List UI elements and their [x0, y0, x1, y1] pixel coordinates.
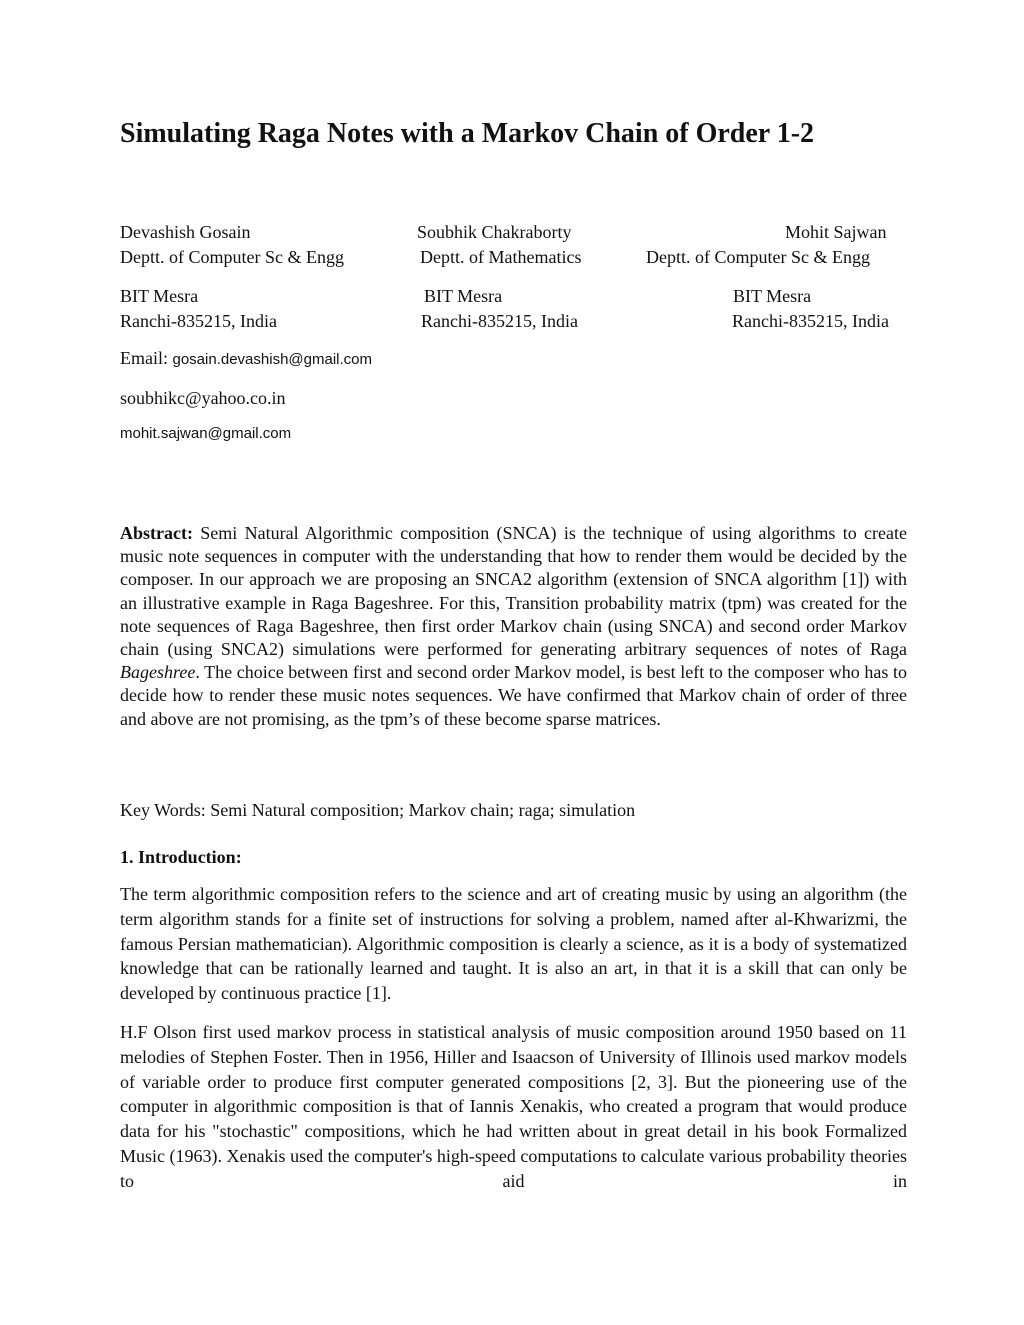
author-dept-2: Deptt. of Mathematics [420, 247, 582, 267]
author-name-2: Soubhik Chakraborty [417, 222, 572, 242]
author-dept-1: Deptt. of Computer Sc & Engg [120, 247, 344, 267]
author-inst-3: BIT Mesra [733, 286, 812, 306]
abstract-text-1: Semi Natural Algorithmic composition (SNCA) is the technique of using algorithms to create music note sequences in computer with the understanding that how to render them would be decided by the composer. In our approach we are proposing an SNCA2 algorithm (extension of SNCA algorithm [1]) with an illustrative example in Raga Bageshree. For this, Transition probability matrix (tpm) was created for the note sequences of Raga Bageshree, then first order Markov chain (using SNCA) and second order Markov chain (using SNCA2) simulations were performed for generating arbitrary sequences of notes of Raga [120, 523, 907, 660]
intro-paragraph-2-text: H.F Olson first used markov process in statistical analysis of music composition around 1950 based on 11 melodies of Stephen Foster. Then in 1956, Hiller and Isaacson of University of Illinois used markov models of variable order to produce first computer generated compositions [2, 3]. But the pioneering use of the computer in algorithmic composition is that of Iannis Xenakis, who created a program that would produce data for his "stochastic" compositions, which he had written about in great detail in his book Formalized Music (1963). Xenakis used the computer's high-speed computations to calculate various probability theories to aid in [120, 1022, 907, 1191]
abstract-label: Abstract: [120, 523, 193, 543]
author-inst-2: BIT Mesra [424, 286, 503, 306]
section-heading-introduction: 1. Introduction: [120, 847, 242, 867]
email-address-2: soubhikc@yahoo.co.in [120, 388, 286, 408]
author-dept-3: Deptt. of Computer Sc & Engg [646, 247, 870, 267]
email-address-3: mohit.sajwan@gmail.com [120, 425, 292, 442]
author-name-3: Mohit Sajwan [785, 222, 887, 242]
paper-title: Simulating Raga Notes with a Markov Chain of Order 1-2 [120, 118, 815, 149]
email-address-1: gosain.devashish@gmail.com [172, 351, 372, 368]
author-city-2: Ranchi-835215, India [421, 311, 578, 331]
author-city-3: Ranchi-835215, India [732, 311, 889, 331]
abstract [120, 522, 907, 731]
intro-paragraph-1 [120, 882, 907, 1006]
keywords: Key Words: Semi Natural composition; Markov chain; raga; simulation [120, 800, 636, 820]
abstract-text-2: . The choice between first and second order Markov model, is best left to the composer who has to decide how to render these music notes sequences. We have confirmed that Markov chain of order of three and above are not promising, as the tpm’s of these become sparse matrices. [120, 662, 907, 729]
abstract-italic: Bageshree [120, 662, 196, 683]
author-inst-1: BIT Mesra [120, 286, 199, 306]
intro-paragraph-2 [120, 1020, 907, 1194]
author-name-1: Devashish Gosain [120, 222, 251, 242]
email-line [120, 346, 372, 372]
email-label: Email: [120, 348, 168, 368]
author-city-1: Ranchi-835215, India [120, 311, 277, 331]
intro-paragraph-1-text: The term algorithmic composition refers to the science and art of creating music by using an algorithm (the term algorithm stands for a finite set of instructions for solving a problem, named after al-Khwarizmi, the famous Persian mathematician). Algorithmic composition is clearly a science, as it is a body of systematized knowledge that can be rationally learned and taught. It is also an art, in that it is a skill that can only be developed by continuous practice [1]. [120, 884, 907, 1004]
